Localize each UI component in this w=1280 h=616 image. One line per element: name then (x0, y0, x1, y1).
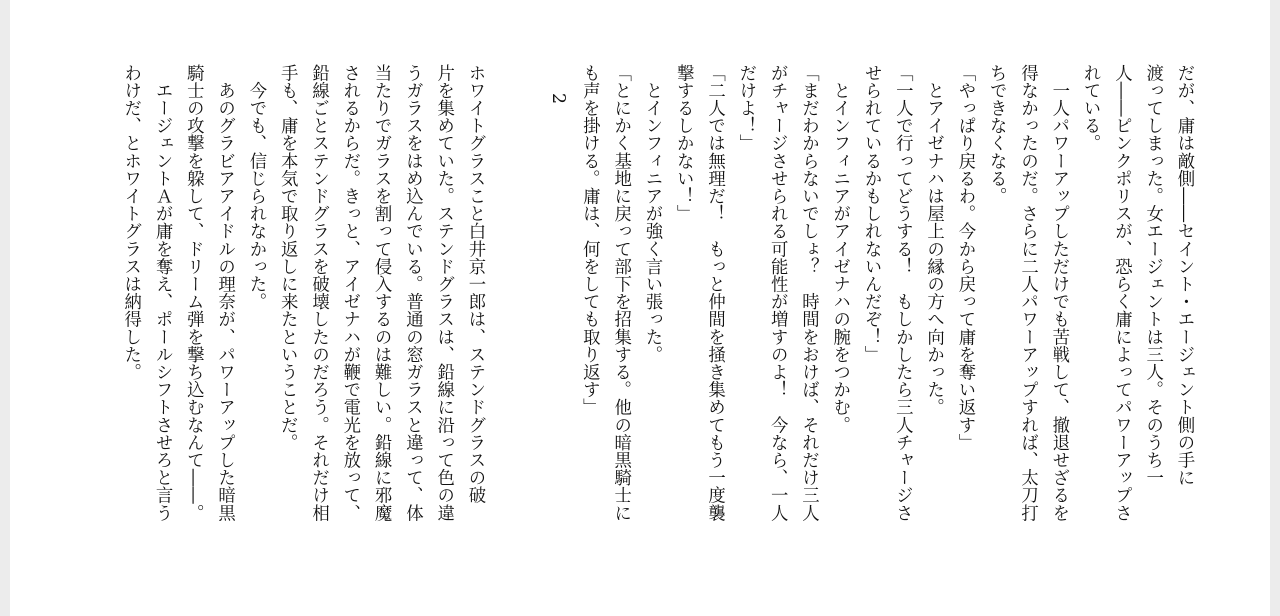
text-line: だが、庸は敵側――セイント・エージェント側の手に (1174, 64, 1194, 487)
text-line: 手も、庸を本気で取り返しに来たということだ。 (277, 64, 298, 452)
right-text-column (548, 64, 1199, 522)
text-line: とインフィニアがアイゼナハの腕をつかむ。 (829, 64, 850, 434)
text-line: あのグラビアアイドルの理奈が、パワーアップした暗黒 (214, 64, 235, 522)
text-line: 騎士の攻撃を躱して、ドリーム弾を撃ち込むなんて――。 (183, 64, 204, 522)
text-line: 得なかったのだ。さらに二人パワーアップすれば、太刀打 (1017, 64, 1038, 522)
text-line: 渡ってしまった。女エージェントは三人。そのうち一 (1142, 64, 1163, 487)
text-line: エージェントＡが庸を奪え、ポールシフトさせろと言う (152, 64, 173, 522)
text-line: ホワイトグラスこと白井京一郎は、ステンドグラスの破 (465, 64, 485, 504)
text-line: 今でも、信じられなかった。 (245, 64, 266, 311)
text-line: 撃するしかない！」 (673, 64, 694, 223)
text-line: も声を掛ける。庸は、何をしても取り返す」 (579, 64, 600, 416)
text-line: 鉛線ごとステンドグラスを破壊したのだろう。それだけ相 (308, 64, 329, 522)
text-line: わけだ、とホワイトグラスは納得した。 (120, 64, 141, 381)
text-line: とインフィニアが強く言い張った。 (641, 64, 662, 364)
text-line: がチャージさせられる可能性が増すのよ！ 今なら、一人 (767, 64, 788, 522)
text-line: だけよ！」 (735, 64, 756, 152)
left-text-column (110, 64, 490, 522)
text-line: 「まだわからないでしょ？ 時間をおけば、それだけ三人 (798, 64, 819, 522)
text-line: 「やっぱり戻るわ。今から戻って庸を奪い返す」 (954, 64, 975, 452)
text-line: されるからだ。きっと、アイゼナハが鞭で電光を放って、 (339, 64, 360, 522)
text-line: 「二人では無理だ！ もっと仲間を掻き集めてもう一度襲 (704, 64, 725, 522)
text-line: 人――ピンクポリスが、恐らく庸によってパワーアップさ (1111, 64, 1132, 522)
text-line: ちできなくなる。 (986, 64, 1007, 205)
text-line: 「とにかく基地に戻って部下を招集する。他の暗黒騎士に (610, 64, 631, 522)
text-line: うガラスをはめ込んでいる。普通の窓ガラスと違って、体 (402, 64, 423, 522)
text-line: 一人パワーアップしただけでも苦戦して、撤退せざるを (1048, 64, 1069, 522)
text-line: れている。 (1080, 64, 1101, 152)
text-line: 片を集めていた。ステンドグラスは、鉛線に沿って色の違 (433, 64, 454, 522)
text-line: 「一人で行ってどうする！ もしかしたら三人チャージさ (892, 64, 913, 522)
section-number: 2 (548, 93, 569, 105)
text-line: せられているかもしれないんだぞ！」 (861, 64, 882, 364)
text-line: とアイゼナハは屋上の縁の方へ向かった。 (923, 64, 944, 416)
text-line: 当たりでガラスを割って侵入するのは難しい。鉛線に邪魔 (371, 64, 392, 522)
